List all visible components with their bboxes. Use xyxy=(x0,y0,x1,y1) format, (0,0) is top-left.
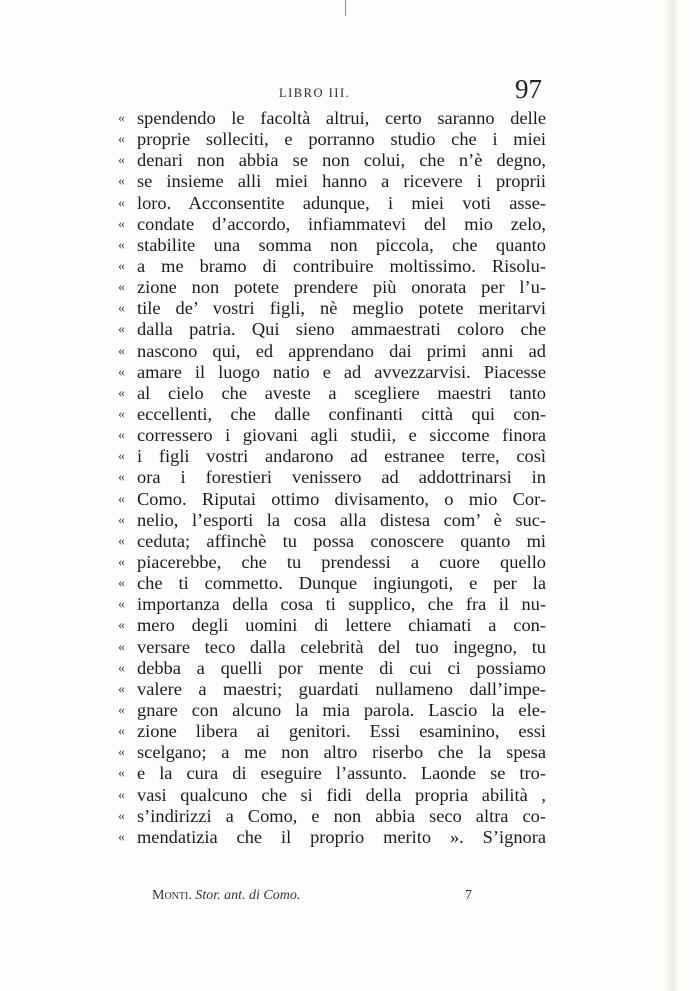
text-line xyxy=(118,193,546,214)
line-text: condate d’accordo, infiammatevi del mio zelo, xyxy=(137,213,546,234)
text-line xyxy=(118,658,546,679)
line-text: e la cura di eseguire l’assunto. Laonde se tro- xyxy=(137,763,546,784)
text-line xyxy=(118,552,546,573)
text-line xyxy=(118,214,546,235)
text-line xyxy=(118,108,546,129)
line-text: scelgano; a me non altro riserbo che la spesa xyxy=(137,742,546,763)
line-text: ora i forestieri venissero ad addottrinarsi in xyxy=(137,467,546,488)
line-text: al cielo che aveste a scegliere maestri tanto xyxy=(137,382,546,403)
quote-mark: « xyxy=(118,195,125,211)
text-line xyxy=(118,298,546,319)
line-text: versare teco dalla celebrità del tuo ingegno, tu xyxy=(137,636,546,657)
line-text: zione non potete prendere più onorata per l’u- xyxy=(137,277,546,298)
quote-mark: « xyxy=(118,660,125,676)
line-text: mendatizia che il proprio merito ». S’ignora xyxy=(137,826,546,847)
line-text: corressero i giovani agli studii, e siccome finora xyxy=(137,425,546,446)
text-line xyxy=(118,467,546,488)
text-line xyxy=(118,150,546,171)
line-text: dalla patria. Qui sieno ammaestrati coloro che xyxy=(137,319,546,340)
quote-mark: « xyxy=(118,111,125,126)
line-text: a me bramo di contribuire moltissimo. Risolu- xyxy=(137,255,546,276)
quote-mark: « xyxy=(118,258,125,274)
quote-mark: « xyxy=(118,512,125,528)
binding-mark xyxy=(345,0,346,16)
text-line xyxy=(118,700,546,721)
line-text: debba a quelli por mente di cui ci possiamo xyxy=(137,657,546,678)
text-line xyxy=(118,129,546,150)
quote-mark: « xyxy=(118,406,125,422)
signature-mark: 7 xyxy=(465,888,472,903)
quote-mark: « xyxy=(118,618,125,634)
footer-source xyxy=(152,888,300,904)
quote-mark: « xyxy=(118,808,125,824)
footer-author: Monti. xyxy=(152,888,192,903)
text-line xyxy=(118,827,546,848)
quote-mark: « xyxy=(118,829,125,845)
text-line xyxy=(118,425,546,446)
text-line xyxy=(118,785,546,806)
quote-mark: « xyxy=(118,428,125,444)
quote-mark: « xyxy=(118,766,125,782)
running-head xyxy=(121,74,542,110)
line-text: valere a maestri; guardati nullameno dall’impe- xyxy=(137,678,546,699)
text-line xyxy=(118,679,546,700)
quote-mark: « xyxy=(118,280,125,296)
quote-mark: « xyxy=(118,639,125,655)
quote-mark: « xyxy=(118,364,125,380)
body-text xyxy=(118,108,546,848)
line-text: gnare con alcuno la mia parola. Lascio la ele- xyxy=(137,699,546,720)
line-text: amare il luogo natio e ad avvezzarvisi. Piacesse xyxy=(137,361,546,382)
text-line xyxy=(118,404,546,425)
line-text: che ti commetto. Dunque ingiungoti, e per la xyxy=(137,573,546,594)
line-text: s’indirizzi a Como, e non abbia seco altra co- xyxy=(137,805,546,826)
quote-mark: « xyxy=(118,385,125,401)
text-line xyxy=(118,510,546,531)
line-text: nelio, l’esporti la cosa alla distesa com’ è suc- xyxy=(137,509,546,530)
quote-mark: « xyxy=(118,787,125,803)
quote-mark: « xyxy=(118,153,125,169)
quote-mark: « xyxy=(118,745,125,761)
line-text: mero degli uomini di lettere chiamati a con- xyxy=(137,615,546,636)
text-line xyxy=(118,341,546,362)
text-line xyxy=(118,531,546,552)
line-text: spendendo le facoltà altrui, certo saranno delle xyxy=(137,108,546,128)
text-line xyxy=(118,763,546,784)
page-number: 97 xyxy=(515,74,542,104)
line-text: i figli vostri andarono ad estranee terre, così xyxy=(137,446,546,467)
text-line xyxy=(118,256,546,277)
quote-mark: « xyxy=(118,237,125,253)
quote-mark: « xyxy=(118,597,125,613)
quote-mark: « xyxy=(118,343,125,359)
line-text: importanza della cosa ti supplico, che fra il nu- xyxy=(137,594,546,615)
text-line xyxy=(118,742,546,763)
quote-mark: « xyxy=(118,216,125,232)
line-text: se insieme alli miei hanno a ricevere i proprii xyxy=(137,171,546,192)
line-text: ceduta; affinchè tu possa conoscere quanto mi xyxy=(137,530,546,551)
quote-mark: « xyxy=(118,681,125,697)
quote-mark: « xyxy=(118,576,125,592)
page-footer xyxy=(152,888,472,910)
text-line xyxy=(118,171,546,192)
line-text: vasi qualcuno che si fidi della propria abilità , xyxy=(137,784,546,805)
line-text: Como. Riputai ottimo divisamento, o mio Cor- xyxy=(137,488,546,509)
text-line xyxy=(118,573,546,594)
quote-mark: « xyxy=(118,533,125,549)
line-text: proprie solleciti, e porranno studio che i miei xyxy=(137,129,546,150)
quote-mark: « xyxy=(118,702,125,718)
text-line xyxy=(118,615,546,636)
text-line xyxy=(118,383,546,404)
text-line xyxy=(118,277,546,298)
line-text: nascono qui, ed apprendano dai primi anni ad xyxy=(137,340,546,361)
line-text: stabilite una somma non piccola, che quanto xyxy=(137,234,546,255)
running-head-title: LIBRO III. xyxy=(279,86,351,100)
text-line xyxy=(118,806,546,827)
text-line xyxy=(118,235,546,256)
quote-mark: « xyxy=(118,724,125,740)
text-line xyxy=(118,637,546,658)
text-line xyxy=(118,319,546,340)
line-text: piacerebbe, che tu prendessi a cuore quello xyxy=(137,551,546,572)
text-line xyxy=(118,489,546,510)
quote-mark: « xyxy=(118,301,125,317)
text-line xyxy=(118,594,546,615)
quote-mark: « xyxy=(118,449,125,465)
line-text: denari non abbia se non colui, che n’è degno, xyxy=(137,150,546,171)
quote-mark: « xyxy=(118,491,125,507)
quote-mark: « xyxy=(118,322,125,338)
line-text: eccellenti, che dalle confinanti città qui con- xyxy=(137,403,546,424)
footer-work-title: Stor. ant. di Como. xyxy=(195,888,301,903)
text-line xyxy=(118,362,546,383)
quote-mark: « xyxy=(118,174,125,190)
quote-mark: « xyxy=(118,470,125,486)
text-line xyxy=(118,721,546,742)
line-text: zione libera ai genitori. Essi esaminino, essi xyxy=(137,721,546,742)
text-line xyxy=(118,446,546,467)
quote-mark: « xyxy=(118,132,125,148)
page-edge-shadow xyxy=(664,0,678,991)
line-text: loro. Acconsentite adunque, i miei voti asse- xyxy=(137,192,546,213)
line-text: tile de’ vostri figli, nè meglio potete meritarvi xyxy=(137,298,546,319)
quote-mark: « xyxy=(118,554,125,570)
